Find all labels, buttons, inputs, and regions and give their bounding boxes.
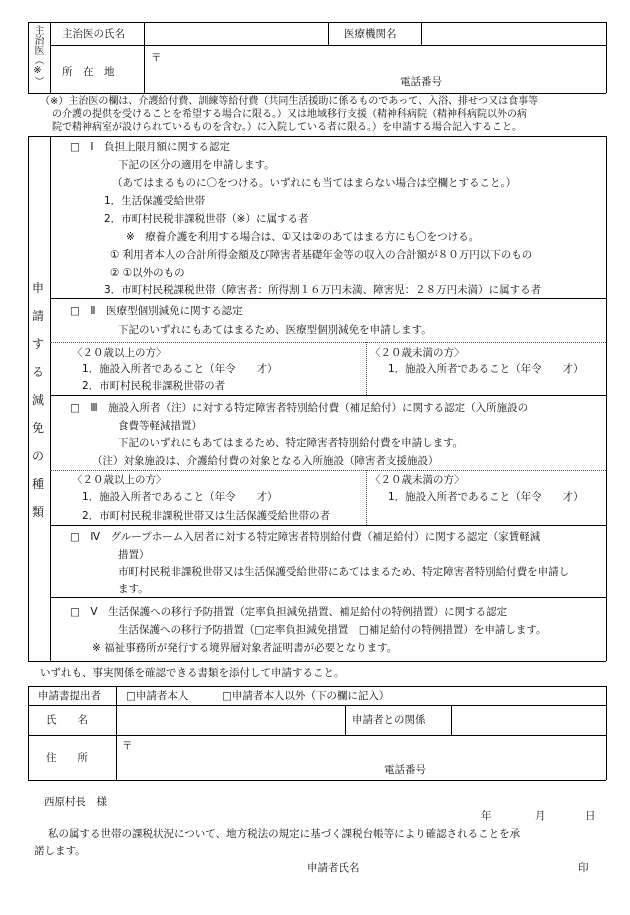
submitter-name-field[interactable] [117, 706, 344, 734]
submitter-name-label: 氏 名 [46, 714, 88, 726]
section-5-checkbox[interactable]: □ Ⅴ 生活保護への移行予防措置（定率負担減免措置、補足給付の特例措置）に関する認定 [70, 606, 508, 618]
seal-mark: 印 [578, 862, 589, 874]
section-1-checkbox[interactable]: □ Ⅰ 負担上限月額に関する認定 [70, 141, 231, 153]
submitter-label: 申請書提出者 [38, 690, 101, 702]
date-month: 月 [535, 810, 546, 822]
option-non-taxable-household[interactable]: 2．市町村民税非課税世帯（※）に属する者 [104, 213, 309, 225]
date-day: 日 [585, 810, 596, 822]
option-other[interactable]: ② ①以外のもの [110, 267, 185, 279]
physician-name-field[interactable] [145, 23, 327, 44]
submitter-self-checkbox[interactable]: □申請者本人 [126, 690, 189, 702]
physician-address-label: 所 在 地 [62, 66, 115, 78]
physician-side-label: 主治医（※） [32, 25, 43, 86]
physician-address-field[interactable] [160, 50, 600, 90]
section-3-checkbox[interactable]: □ Ⅲ 施設入所者（注）に対する特定障害者特別給付費（補足給付）に関する認定（入所施設の [70, 402, 529, 414]
option-welfare-household[interactable]: 1．生活保護受給世帯 [104, 195, 206, 207]
consent-line-2: 諾します。 [34, 845, 86, 857]
submitter-postal-mark: 〒 [122, 740, 133, 752]
institution-field[interactable] [422, 23, 605, 44]
institution-label: 医療機関名 [344, 28, 397, 40]
relation-field[interactable] [452, 706, 605, 734]
section-4-checkbox[interactable]: □ Ⅳ グループホーム入居者に対する特定障害者特別給付費（補足給付）に関する認定（家賃軽減 [70, 531, 541, 543]
addressee: 西原村長 様 [44, 796, 107, 808]
applicant-name-field[interactable] [380, 858, 570, 876]
option-income-under-80[interactable]: ① 利用者本人の合計所得金額及び障害者基礎年金等の収入の合計額が８０万円以下のもの [110, 249, 533, 261]
consent-line-1: 私の属する世帯の課税状況について、地方税法の規定に基づく課税台帳等により確認されることを承 [48, 828, 521, 840]
section-2-checkbox[interactable]: □ Ⅱ 医療型個別減免に関する認定 [70, 305, 243, 317]
submitter-address-label: 住 所 [46, 752, 88, 764]
submitter-phone-label: 電話番号 [384, 764, 426, 776]
attach-note: いずれも、事実関係を確認できる書類を添付して申請すること。 [40, 667, 345, 679]
option-taxable-household[interactable]: 3．市町村民税課税世帯（障害者：所得割１６万円未満、障害児：２８万円未満）に属する者 [104, 284, 542, 296]
physician-postal-mark: 〒 [151, 52, 162, 64]
relation-label: 申請者との関係 [352, 714, 426, 726]
submitter-address-field[interactable] [134, 738, 600, 776]
applicant-name-label: 申請者氏名 [307, 862, 360, 874]
physician-phone-label: 電話番号 [400, 76, 442, 88]
submitter-other-checkbox[interactable]: □申請者本人以外（下の欄に記入） [222, 690, 390, 702]
physician-name-label: 主治医の氏名 [62, 28, 125, 40]
date-year: 年 [481, 810, 492, 822]
